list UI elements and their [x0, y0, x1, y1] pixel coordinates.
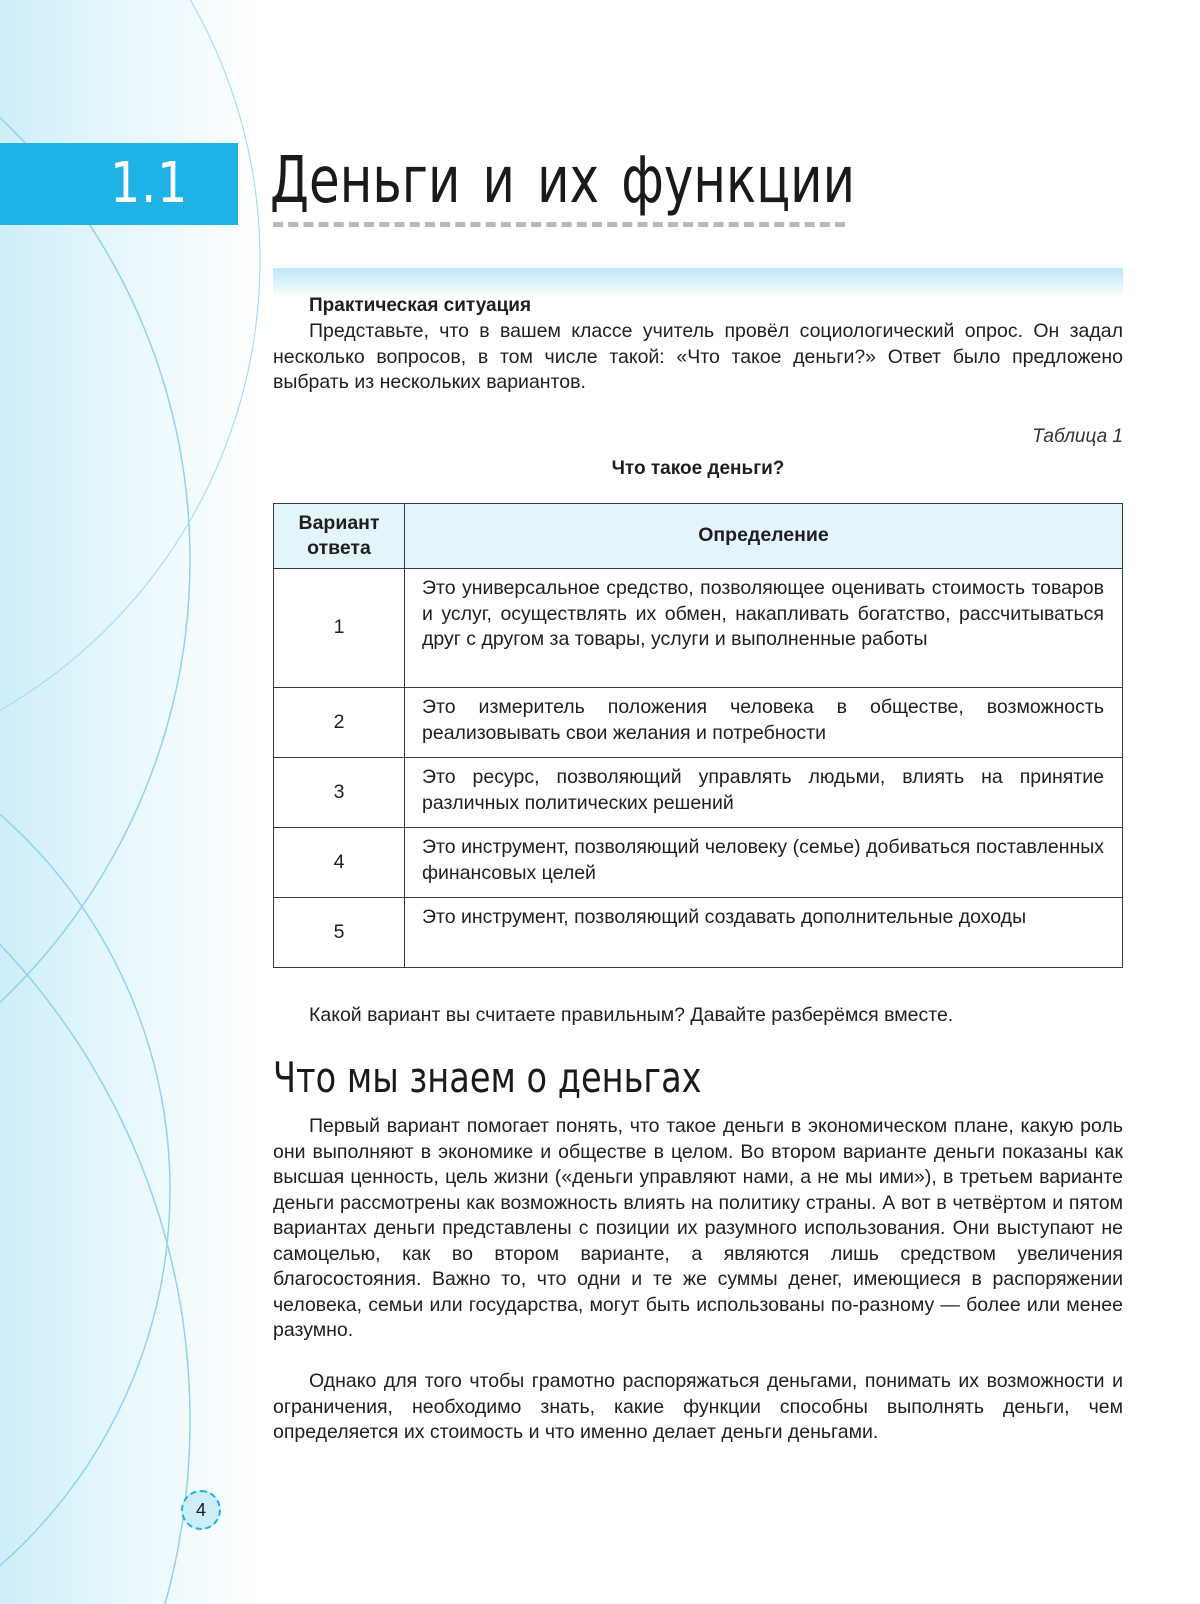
- chapter-title: Деньги и их функции: [270, 144, 856, 218]
- row-number: 2: [274, 688, 405, 758]
- situation-heading: Практическая ситуация: [309, 295, 532, 316]
- table-title: Что такое деньги?: [611, 458, 785, 479]
- row-number: 4: [274, 828, 405, 898]
- body-paragraph: Первый вариант помогает понять, что такое деньги в экономическом плане, какую роль они выполняют в экономике и обществе в целом. Во втором варианте деньги показаны как высшая ценность, цель жизни («деньги управляют нами, а не мы ими»), в третьем варианте деньги рассмотрены как возможность влиять на политику страны. А вот в четвёртом и пятом вариантах деньги представлены с позиции их разумного использования. Они выступают не самоцелью, как во втором варианте, а являются лишь средством увеличения благосостояния. Важно то, что одни и те же суммы денег, имеющиеся в распоряжении человека, семьи или государства, могут быть использованы по-разному — более или менее разумно.: [273, 1115, 1123, 1341]
- chapter-number-box: [0, 143, 238, 225]
- table-row: [274, 828, 1123, 898]
- body-paragraph: Однако для того чтобы грамотно распоряжаться деньгами, понимать их возможности и ограничения, необходимо знать, какие функции способны выполнять деньги, чем определяется их стоимость и что именно делает деньги деньгами.: [273, 1370, 1123, 1443]
- table-row: [274, 758, 1123, 828]
- situation-text: Представьте, что в вашем классе учитель провёл социологический опрос. Он задал несколько вопросов, в том числе такой: «Что такое деньги?» Ответ было предложено выбрать из нескольких вариантов.: [273, 320, 1123, 393]
- row-definition: Это измеритель положения человека в обществе, возможность реализовывать свои желания и потребности: [405, 688, 1123, 758]
- row-definition: Это инструмент, позволяющий создавать дополнительные доходы: [405, 898, 1123, 968]
- table-header-row: [274, 504, 1123, 569]
- row-number: 1: [274, 569, 405, 688]
- row-definition: Это универсальное средство, позволяющее оценивать стоимость товаров и услуг, осуществлять их обмен, накапливать богатство, рассчитываться друг с другом за товары, услуги и выполненные работы: [405, 569, 1123, 688]
- table-row: [274, 898, 1123, 968]
- page-number: 4: [181, 1490, 221, 1530]
- header-variant: Вариант ответа: [274, 504, 405, 569]
- row-definition: Это ресурс, позволяющий управлять людьми, влиять на принятие различных политических решений: [405, 758, 1123, 828]
- after-table-question: Какой вариант вы считаете правильным? Давайте разберёмся вместе.: [309, 1004, 954, 1026]
- header-definition: Определение: [405, 504, 1123, 569]
- row-definition: Это инструмент, позволяющий человеку (семье) добиваться поставленных финансовых целей: [405, 828, 1123, 898]
- title-underline: [273, 222, 845, 227]
- chapter-number: 1.1: [110, 151, 189, 216]
- table-caption: Таблица 1: [1032, 426, 1123, 447]
- section-title: Что мы знаем о деньгах: [273, 1053, 702, 1102]
- definitions-table: [273, 503, 1123, 968]
- situation-band: [273, 268, 1123, 298]
- table-row: [274, 688, 1123, 758]
- row-number: 5: [274, 898, 405, 968]
- row-number: 3: [274, 758, 405, 828]
- table-row: [274, 569, 1123, 688]
